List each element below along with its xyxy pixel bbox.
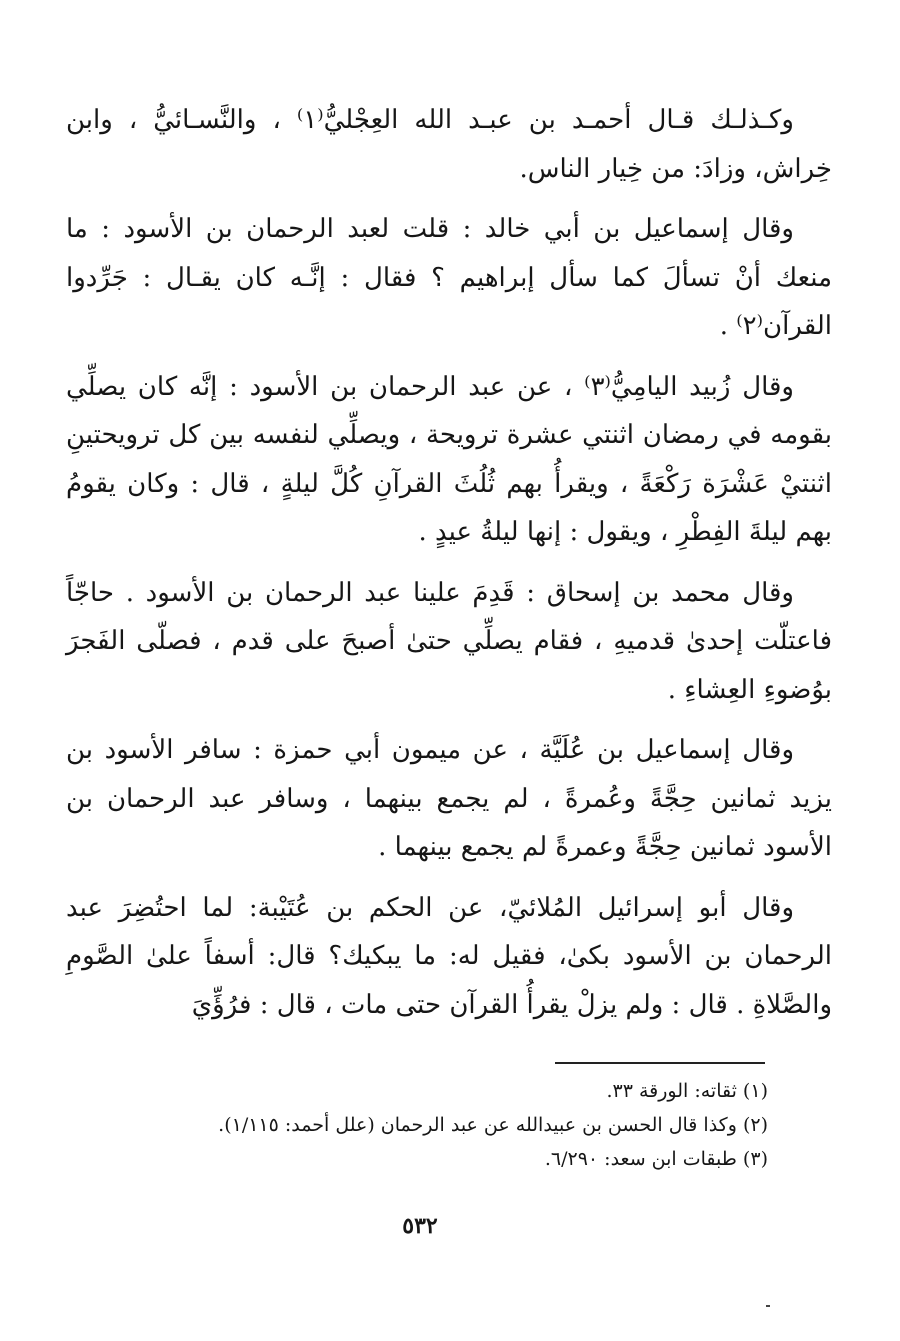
- paragraph-3-text: وقال زُبيد اليامِيُّ⁽٣⁾ ، عن عبد الرحمان بن الأسود : إنَّه كان يصلِّي بقومه في رمضان اثنتي عشرة ترويحة ، ويصلِّي لنفسه بين كل ترويحتينِ اثنتيْ عَشْرَة رَكْعَةً ، ويقرأُ بهم ثُلُثَ القرآنِ كُلَّ ليلةٍ ، قال : وكان يقومُ بهم ليلةَ الفِطْرِ ، ويقول : إنها ليلةُ عيدٍ .: [66, 371, 832, 547]
- paragraph-2-text: وقال إسماعيل بن أبي خالد : قلت لعبد الرحمان بن الأسود : ما منعك أنْ تسألَ كما سأل إبراهيم ؟ فقال : إنَّـه كان يقـال : جَرِّدوا القرآن⁽٢⁾ .: [66, 214, 832, 341]
- paragraph-6-text: وقال أبو إسرائيل المُلائيّ، عن الحكم بن عُتَيْبة: لما احتُضِرَ عبد الرحمان بن الأسود بكىٰ، فقيل له: ما يبكيك؟ قال: أسفاً علىٰ الصَّومِ والصَّلاةِ . قال : ولم يزلْ يقرأُ القرآن حتى مات ، قال : فرُؤِّيَ: [66, 892, 832, 1020]
- footnote-divider: [555, 1062, 765, 1064]
- paragraph-3: [66, 363, 832, 557]
- footnote-1: (١) ثقاته: الورقة ٣٣.: [606, 1080, 768, 1102]
- page-number: ٥٣٢: [402, 1213, 438, 1239]
- paragraph-4: [66, 569, 832, 715]
- main-text: [66, 96, 832, 1041]
- footnotes: [120, 1074, 768, 1176]
- paragraph-2: [66, 205, 832, 351]
- paragraph-4-text: وقال محمد بن إسحاق : قَدِمَ علينا عبد الرحمان بن الأسود . حاجّاً فاعتلّت إحدىٰ قدميهِ ، فقام يصلِّي حتىٰ أصبحَ على قدم ، فصلّى الفَجرَ بوُضوءِ العِشاءِ .: [66, 577, 832, 705]
- paragraph-5-text: وقال إسماعيل بن عُلَيَّة ، عن ميمون أبي حمزة : سافر الأسود بن يزيد ثمانين حِجَّةً وعُمرةً ، لم يجمع بينهما ، وسافر عبد الرحمان بن الأسود ثمانين حِجَّةً وعمرةً لم يجمع بينهما .: [66, 735, 832, 862]
- paragraph-1: [66, 96, 832, 193]
- scan-speck: [766, 1305, 770, 1307]
- paragraph-1-text: وكـذلـك قـال أحمـد بن عبـد الله العِجْليُّ⁽١⁾ ، والنَّسـائيُّ ، وابن خِراش، وزادَ: من خِيار الناس.: [66, 105, 832, 184]
- paragraph-5: [66, 726, 832, 872]
- footnote-2: (٢) وكذا قال الحسن بن عبيدالله عن عبد الرحمان (علل أحمد: ١/١١٥).: [218, 1114, 768, 1136]
- paragraph-6: [66, 884, 832, 1030]
- footnote-3: (٣) طبقات ابن سعد: ٦/٢٩٠.: [544, 1148, 768, 1170]
